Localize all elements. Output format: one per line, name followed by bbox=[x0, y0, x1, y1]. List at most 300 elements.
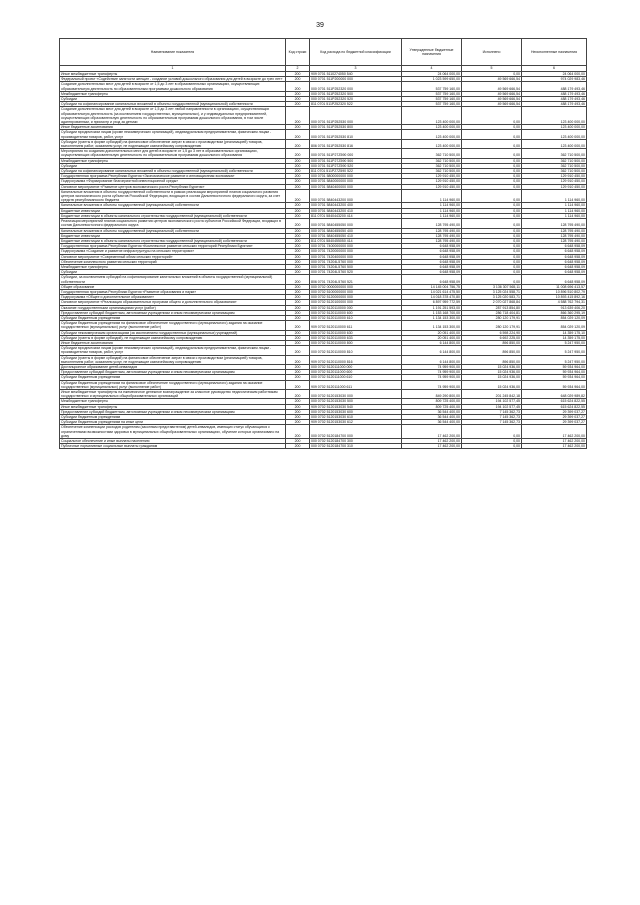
row-unexecuted-amount: 17 462 200,00 bbox=[522, 439, 587, 444]
row-approved-amount: 6 144 800,00 bbox=[402, 340, 462, 345]
table-row bbox=[60, 390, 587, 399]
row-unexecuted-amount: 1 114 960,00 bbox=[522, 189, 587, 203]
row-unexecuted-amount: 362 710 500,00 bbox=[522, 158, 587, 163]
row-approved-amount: 537 759 160,00 bbox=[402, 91, 462, 96]
row-unexecuted-amount: 29 399 037,27 bbox=[522, 420, 587, 425]
row-indicator-name: Субсидии на софинансирование капитальных вложений в объекты государственной (муниципальной) собственности bbox=[60, 102, 286, 107]
row-approved-amount: 74 959 900,00 bbox=[402, 364, 462, 369]
row-executed-amount: 15 024 936,00 bbox=[462, 364, 522, 369]
row-expense-code: 811 0701 5840455050 414 bbox=[310, 238, 402, 243]
row-executed-amount: 0,00 bbox=[462, 444, 522, 449]
row-indicator-name: Государственная программа Республики Бурятия «Экономическое развитие и инновационная экономика» bbox=[60, 174, 286, 179]
row-expense-code: 909 0702 5120110000 816 bbox=[310, 355, 402, 364]
row-indicator-name: Предоставление субсидий бюджетным, автономным учреждениям и иным некоммерческим организациям bbox=[60, 370, 286, 375]
row-expense-code: 806 0701 511P252530 816 bbox=[310, 139, 402, 148]
row-unexecuted-amount: 5 247 950,00 bbox=[522, 340, 587, 345]
row-indicator-name: Бюджетные инвестиции в объекты капитального строительства государственной (муниципальной) собственности bbox=[60, 238, 286, 243]
row-approved-amount: 6 144 800,00 bbox=[402, 346, 462, 355]
row-unexecuted-amount: 4 588 762 794,31 bbox=[522, 300, 587, 305]
row-indicator-name: Субсидии (гранты в форме субсидий), не подлежащие казначейскому сопровождению bbox=[60, 335, 286, 340]
column-number: 2 bbox=[286, 66, 310, 72]
row-approved-amount: 6 144 800,00 bbox=[402, 355, 462, 364]
row-line-code: 200 bbox=[286, 420, 310, 425]
row-indicator-name: Субсидии (гранты в форме субсидий) на финансовое обеспечение затрат в связи с производством (реализацией) товаров, выполнением работ, оказанием услуг, не подлежащие казначейскому сопровождению bbox=[60, 139, 286, 148]
row-line-code: 200 bbox=[286, 77, 310, 82]
row-executed-amount: 194 102 577,45 bbox=[462, 404, 522, 409]
row-indicator-name: Государственная программа Республики Бурятия «Развитие образования и науки» bbox=[60, 289, 286, 294]
row-indicator-name: Мероприятия по созданию дополнительных мест для детей в возрасте от 1,5 до 3 лет в образовательных организациях, осуществляющих образовательную деятельность по образовательным программам дошкольного образования bbox=[60, 149, 286, 158]
row-line-code: 200 bbox=[286, 340, 310, 345]
table-row bbox=[60, 275, 587, 284]
row-approved-amount: 362 710 500,00 bbox=[402, 158, 462, 163]
row-unexecuted-amount: 1 114 960,00 bbox=[522, 213, 587, 218]
row-indicator-name: Капитальные вложения в объекты государственной (муниципальной) собственности bbox=[60, 203, 286, 208]
row-expense-code: 806 0701 74204L5760 521 bbox=[310, 275, 402, 284]
row-unexecuted-amount: 59 934 964,00 bbox=[522, 375, 587, 380]
header-executed: Исполнено bbox=[462, 39, 522, 66]
row-expense-code: 000 0701 511P252530 000 bbox=[310, 107, 402, 125]
header-line-code: Код строки bbox=[286, 39, 310, 66]
row-unexecuted-amount: 24 064 000,00 bbox=[522, 72, 587, 77]
row-approved-amount: 6 648 958,09 bbox=[402, 259, 462, 264]
row-expense-code: 000 0702 5120110000 800 bbox=[310, 340, 402, 345]
row-line-code: 200 bbox=[286, 254, 310, 259]
row-approved-amount: 1 114 960,00 bbox=[402, 189, 462, 203]
row-unexecuted-amount: 488 179 493,46 bbox=[522, 102, 587, 107]
row-line-code: 200 bbox=[286, 208, 310, 213]
table-row bbox=[60, 355, 587, 364]
row-executed-amount: 896 850,00 bbox=[462, 340, 522, 345]
row-indicator-name: Иные бюджетные ассигнования bbox=[60, 340, 286, 345]
row-line-code: 200 bbox=[286, 179, 310, 184]
header-indicator-name: Наименование показателя bbox=[60, 39, 286, 66]
row-expense-code: 000 0702 5120153030 600 bbox=[310, 409, 402, 414]
table-row bbox=[60, 370, 587, 375]
row-unexecuted-amount: 129 910 450,00 bbox=[522, 184, 587, 189]
row-unexecuted-amount: 5 247 950,00 bbox=[522, 346, 587, 355]
row-indicator-name: Обеспечение комплексного развития сельских территорий bbox=[60, 259, 286, 264]
row-expense-code: 000 0702 5120153030 610 bbox=[310, 415, 402, 420]
row-approved-amount: 36 544 400,00 bbox=[402, 420, 462, 425]
row-line-code: 200 bbox=[286, 355, 310, 364]
row-indicator-name: Дистанционное образование детей-инвалидов bbox=[60, 364, 286, 369]
row-approved-amount: 128 795 490,00 bbox=[402, 219, 462, 228]
row-executed-amount: 0,00 bbox=[462, 139, 522, 148]
row-unexecuted-amount: 11 008 696 413,57 bbox=[522, 284, 587, 289]
row-executed-amount: 0,00 bbox=[462, 163, 522, 168]
row-line-code: 200 bbox=[286, 315, 310, 320]
row-expense-code: 000 0701 511P252320 520 bbox=[310, 97, 402, 102]
row-executed-amount: 280 120 179,91 bbox=[462, 315, 522, 320]
row-line-code: 200 bbox=[286, 399, 310, 404]
row-executed-amount: 286 718 404,81 bbox=[462, 310, 522, 315]
row-expense-code: 000 0701 7400000000 000 bbox=[310, 244, 402, 249]
row-executed-amount: 2 070 027 868,84 bbox=[462, 300, 522, 305]
row-executed-amount: 0,00 bbox=[462, 179, 522, 184]
row-expense-code: 000 0702 5120111000 000 bbox=[310, 364, 402, 369]
row-unexecuted-amount: 488 179 493,46 bbox=[522, 97, 587, 102]
row-indicator-name: Бюджетные инвестиции bbox=[60, 233, 286, 238]
row-approved-amount: 123 400 000,00 bbox=[402, 107, 462, 125]
row-indicator-name: Субсидии бюджетным учреждениям на иные цели bbox=[60, 420, 286, 425]
row-approved-amount: 129 910 450,00 bbox=[402, 179, 462, 184]
row-unexecuted-amount: 129 910 450,00 bbox=[522, 174, 587, 179]
row-unexecuted-amount: 123 400 000,00 bbox=[522, 130, 587, 139]
row-executed-amount: 49 569 666,54 bbox=[462, 77, 522, 82]
row-line-code: 200 bbox=[286, 264, 310, 269]
row-line-code: 200 bbox=[286, 364, 310, 369]
row-expense-code: 000 0702 5120111000 600 bbox=[310, 370, 402, 375]
row-indicator-name: Подпрограмма «Общее и дополнительное образование» bbox=[60, 295, 286, 300]
row-expense-code: 000 0701 511P252530 800 bbox=[310, 125, 402, 130]
row-expense-code: 000 0701 74204L5760 000 bbox=[310, 259, 402, 264]
row-approved-amount: 1 134 153 300,00 bbox=[402, 321, 462, 330]
row-line-code: 200 bbox=[286, 270, 310, 275]
row-approved-amount: 123 400 000,00 bbox=[402, 139, 462, 148]
row-executed-amount: 0,00 bbox=[462, 233, 522, 238]
row-approved-amount: 123 400 000,00 bbox=[402, 125, 462, 130]
row-line-code: 200 bbox=[286, 139, 310, 148]
row-approved-amount: 128 795 490,00 bbox=[402, 238, 462, 243]
row-unexecuted-amount: 10 893 415 892,16 bbox=[522, 295, 587, 300]
row-line-code: 200 bbox=[286, 275, 310, 284]
table-row bbox=[60, 300, 587, 305]
row-executed-amount: 0,00 bbox=[462, 203, 522, 208]
table-row bbox=[60, 310, 587, 315]
row-indicator-name: Субсидии bbox=[60, 270, 286, 275]
row-executed-amount: 0,00 bbox=[462, 130, 522, 139]
row-unexecuted-amount: 129 910 450,00 bbox=[522, 179, 587, 184]
row-line-code: 200 bbox=[286, 330, 310, 335]
row-executed-amount: 0,00 bbox=[462, 174, 522, 179]
row-approved-amount: 809 725 400,00 bbox=[402, 399, 462, 404]
row-expense-code: 811 0701 511P27Z590 522 bbox=[310, 169, 402, 174]
row-line-code: 200 bbox=[286, 425, 310, 439]
row-line-code: 200 bbox=[286, 295, 310, 300]
row-expense-code: 000 0702 5120184700 300 bbox=[310, 439, 402, 444]
row-executed-amount: 0,00 bbox=[462, 275, 522, 284]
row-expense-code: 000 0702 5120110000 630 bbox=[310, 330, 402, 335]
row-executed-amount: 0,00 bbox=[462, 189, 522, 203]
row-expense-code: 000 0701 511P27Z590 520 bbox=[310, 163, 402, 168]
row-unexecuted-amount: 362 710 500,00 bbox=[522, 169, 587, 174]
row-approved-amount: 1 023 599 650,00 bbox=[402, 77, 462, 82]
row-approved-amount: 6 648 958,09 bbox=[402, 264, 462, 269]
row-expense-code: 000 0702 5120184700 310 bbox=[310, 444, 402, 449]
row-unexecuted-amount: 6 648 958,09 bbox=[522, 259, 587, 264]
row-unexecuted-amount: 1 114 960,00 bbox=[522, 203, 587, 208]
row-unexecuted-amount: 123 400 000,00 bbox=[522, 107, 587, 125]
row-expense-code: 000 0702 5120110000 600 bbox=[310, 310, 402, 315]
row-approved-amount: 14 145 004 756,75 bbox=[402, 284, 462, 289]
table-row bbox=[60, 82, 587, 91]
row-executed-amount: 0,00 bbox=[462, 184, 522, 189]
table-row bbox=[60, 409, 587, 414]
table-row bbox=[60, 189, 587, 203]
column-number: 3 bbox=[310, 66, 402, 72]
row-line-code: 200 bbox=[286, 335, 310, 340]
row-indicator-name: Субсидии bbox=[60, 97, 286, 102]
row-unexecuted-amount: 14 359 175,10 bbox=[522, 330, 587, 335]
row-line-code: 200 bbox=[286, 238, 310, 243]
table-row bbox=[60, 444, 587, 449]
row-unexecuted-amount: 128 795 490,00 bbox=[522, 233, 587, 238]
row-unexecuted-amount: 17 462 200,00 bbox=[522, 425, 587, 439]
row-expense-code: 000 0701 511P252320 000 bbox=[310, 82, 402, 91]
row-indicator-name: Государственная программа Республики Бурятия «Комплексное развитие сельских территорий Республики Бурятия» bbox=[60, 244, 286, 249]
row-executed-amount: 896 850,00 bbox=[462, 355, 522, 364]
row-approved-amount: 1 134 153 300,00 bbox=[402, 315, 462, 320]
row-unexecuted-amount: 123 400 000,00 bbox=[522, 125, 587, 130]
row-indicator-name: Обеспечение компенсации расходов родителям (законным представителям) детей-инвалидов, имеющих статус обучающихся с ограниченными возможностями здоровья в муниципальных общеобразовательных организациях, обучение которых организовано на дому bbox=[60, 425, 286, 439]
row-indicator-name: Межбюджетные трансферты bbox=[60, 399, 286, 404]
row-expense-code: 000 0702 5120000000 000 bbox=[310, 295, 402, 300]
row-approved-amount: 1 114 960,00 bbox=[402, 203, 462, 208]
row-indicator-name: Предоставление субсидий бюджетным, автономным учреждениям и иным некоммерческим организациям bbox=[60, 310, 286, 315]
row-line-code: 200 bbox=[286, 219, 310, 228]
row-approved-amount: 362 710 500,00 bbox=[402, 163, 462, 168]
row-indicator-name: Федеральный проект «Содействие занятости женщин - создание условий дошкольного образования для детей в возрасте до трех лет» bbox=[60, 77, 286, 82]
row-line-code: 200 bbox=[286, 321, 310, 330]
column-number: 4 bbox=[402, 66, 462, 72]
header-expense-code: Код расхода по бюджетной классификации bbox=[310, 39, 402, 66]
row-indicator-name: Капитальные вложения в объекты государственной собственности в рамках реализации мероприятий планов социального развития центров экономического роста субъектов Российской Федерации, входящих в состав Дальневосточного федерального округа, за счет средств республиканского бюджета bbox=[60, 189, 286, 203]
row-approved-amount: 20 051 400,00 bbox=[402, 335, 462, 340]
row-line-code: 200 bbox=[286, 169, 310, 174]
row-unexecuted-amount: 854 029 120,09 bbox=[522, 315, 587, 320]
row-approved-amount: 123 400 000,00 bbox=[402, 130, 462, 139]
row-indicator-name: Капитальные вложения в объекты государственной (муниципальной) собственности bbox=[60, 228, 286, 233]
row-executed-amount: 15 024 936,00 bbox=[462, 370, 522, 375]
row-indicator-name: Субсидии юридическим лицам (кроме некоммерческих организаций), индивидуальным предпринимателям, физическим лицам - производителям товаров, работ, услуг bbox=[60, 130, 286, 139]
row-executed-amount: 7 145 362,73 bbox=[462, 415, 522, 420]
table-row bbox=[60, 219, 587, 228]
row-expense-code: 000 0701 7420000000 000 bbox=[310, 249, 402, 254]
row-indicator-name: Субсидии на софинансирование капитальных вложений в объекты государственной (муниципальной) собственности bbox=[60, 169, 286, 174]
row-approved-amount: 20 051 400,00 bbox=[402, 330, 462, 335]
row-unexecuted-amount: 362 710 500,00 bbox=[522, 163, 587, 168]
row-line-code: 200 bbox=[286, 284, 310, 289]
row-unexecuted-amount: 59 934 964,00 bbox=[522, 380, 587, 389]
row-executed-amount: 0,00 bbox=[462, 149, 522, 158]
row-unexecuted-amount: 6 648 958,09 bbox=[522, 270, 587, 275]
row-indicator-name: Межбюджетные трансферты bbox=[60, 158, 286, 163]
row-line-code: 200 bbox=[286, 233, 310, 238]
row-expense-code: 000 0701 5840455050 000 bbox=[310, 219, 402, 228]
row-line-code: 200 bbox=[286, 158, 310, 163]
row-executed-amount: 6 598 224,90 bbox=[462, 330, 522, 335]
row-approved-amount: 129 910 450,00 bbox=[402, 184, 462, 189]
row-line-code: 200 bbox=[286, 409, 310, 414]
row-unexecuted-amount: 615 624 822,55 bbox=[522, 399, 587, 404]
row-line-code: 200 bbox=[286, 439, 310, 444]
row-expense-code: 811 0701 511P252320 522 bbox=[310, 102, 402, 107]
row-unexecuted-amount: 6 648 958,09 bbox=[522, 254, 587, 259]
row-expense-code: 000 0702 5120184700 000 bbox=[310, 425, 402, 439]
row-indicator-name: Иные межбюджетные трансферты bbox=[60, 404, 286, 409]
row-approved-amount: 1 114 960,00 bbox=[402, 213, 462, 218]
row-approved-amount: 17 462 200,00 bbox=[402, 425, 462, 439]
row-approved-amount: 1 114 960,00 bbox=[402, 208, 462, 213]
row-executed-amount: 15 024 936,00 bbox=[462, 375, 522, 380]
row-expense-code: 000 0701 511P200000 000 bbox=[310, 77, 402, 82]
row-approved-amount: 128 795 490,00 bbox=[402, 233, 462, 238]
row-expense-code: 000 0702 5120110000 610 bbox=[310, 315, 402, 320]
row-indicator-name: Создание дополнительных мест для детей в возрасте от 1,5 до 3 лет в образовательных организациях, осуществляющих образовательную деятельность по образовательным программам дошкольного образования bbox=[60, 82, 286, 91]
table-row bbox=[60, 305, 587, 310]
row-executed-amount: 6 692 225,00 bbox=[462, 335, 522, 340]
row-expense-code: 000 0702 0000000000 000 bbox=[310, 284, 402, 289]
row-line-code: 200 bbox=[286, 72, 310, 77]
row-line-code: 200 bbox=[286, 244, 310, 249]
row-unexecuted-amount: 29 399 037,27 bbox=[522, 409, 587, 414]
row-expense-code: 000 0701 5840443200 000 bbox=[310, 189, 402, 203]
row-approved-amount: 128 795 490,00 bbox=[402, 228, 462, 233]
row-line-code: 200 bbox=[286, 370, 310, 375]
row-line-code: 200 bbox=[286, 107, 310, 125]
row-indicator-name: Субсидии бюджетным учреждениям на финансовое обеспечение государственного (муниципального) задания на оказание государственных (муниципальных) услуг (выполнение работ) bbox=[60, 321, 286, 330]
row-unexecuted-amount: 128 795 490,00 bbox=[522, 228, 587, 233]
row-executed-amount: 0,00 bbox=[462, 107, 522, 125]
row-expense-code: 000 0702 5120110000 810 bbox=[310, 346, 402, 355]
row-executed-amount: 49 569 666,54 bbox=[462, 102, 522, 107]
row-expense-code: 909 0702 5120110000 611 bbox=[310, 321, 402, 330]
row-executed-amount: 0,00 bbox=[462, 158, 522, 163]
row-indicator-name: Публичные нормативные социальные выплаты гражданам bbox=[60, 444, 286, 449]
row-approved-amount: 1 191 251 593,00 bbox=[402, 305, 462, 310]
table-row bbox=[60, 346, 587, 355]
row-indicator-name: Оказание государственными организациями услуг (работ) bbox=[60, 305, 286, 310]
row-unexecuted-amount: 488 179 493,46 bbox=[522, 82, 587, 91]
row-executed-amount: 280 120 179,91 bbox=[462, 321, 522, 330]
row-approved-amount: 6 648 958,09 bbox=[402, 254, 462, 259]
row-expense-code: 000 0702 5120111000 610 bbox=[310, 375, 402, 380]
row-line-code: 200 bbox=[286, 82, 310, 91]
row-line-code: 200 bbox=[286, 130, 310, 139]
table-row bbox=[60, 330, 587, 335]
row-executed-amount: 0,00 bbox=[462, 219, 522, 228]
row-line-code: 200 bbox=[286, 213, 310, 218]
row-approved-amount: 537 759 160,00 bbox=[402, 102, 462, 107]
row-approved-amount: 362 710 500,00 bbox=[402, 169, 462, 174]
table-row bbox=[60, 321, 587, 330]
row-line-code: 200 bbox=[286, 228, 310, 233]
row-line-code: 200 bbox=[286, 149, 310, 158]
row-unexecuted-amount: 6 648 958,09 bbox=[522, 264, 587, 269]
row-expense-code: 000 0701 5800000000 000 bbox=[310, 174, 402, 179]
row-unexecuted-amount: 913 639 406,20 bbox=[522, 305, 587, 310]
row-line-code: 200 bbox=[286, 380, 310, 389]
row-indicator-name: Иные межбюджетные трансферты на ежемесячное денежное вознаграждение за классное руководство педагогическим работникам государственных и муниципальных общеобразовательных организаций bbox=[60, 390, 286, 399]
row-indicator-name: Иные межбюджетные трансферты bbox=[60, 72, 286, 77]
row-line-code: 200 bbox=[286, 404, 310, 409]
row-expense-code: 000 0702 5120153030 000 bbox=[310, 390, 402, 399]
table-row bbox=[60, 77, 587, 82]
row-unexecuted-amount: 128 795 490,00 bbox=[522, 219, 587, 228]
row-expense-code: 000 0701 74204L5760 520 bbox=[310, 270, 402, 275]
row-executed-amount: 0,00 bbox=[462, 213, 522, 218]
row-line-code: 200 bbox=[286, 390, 310, 399]
row-expense-code: 000 0701 511P27Z590 500 bbox=[310, 158, 402, 163]
row-indicator-name: Подпрограмма «Создание и развитие инфраструктуры на сельских территориях» bbox=[60, 249, 286, 254]
row-line-code: 200 bbox=[286, 346, 310, 355]
row-line-code: 200 bbox=[286, 249, 310, 254]
row-approved-amount: 36 544 400,00 bbox=[402, 409, 462, 414]
row-expense-code: 909 0702 5120111000 611 bbox=[310, 380, 402, 389]
row-line-code: 200 bbox=[286, 259, 310, 264]
row-approved-amount: 362 710 500,00 bbox=[402, 149, 462, 158]
row-line-code: 200 bbox=[286, 289, 310, 294]
row-executed-amount: 49 569 666,54 bbox=[462, 82, 522, 91]
row-executed-amount: 0,00 bbox=[462, 439, 522, 444]
row-unexecuted-amount: 10 896 510 802,79 bbox=[522, 289, 587, 294]
row-indicator-name: Реализация мероприятий планов социального развития центров экономического роста субъектов Российской Федерации, входящих в состав Дальневосточного федерального округа bbox=[60, 219, 286, 228]
row-indicator-name: Общее образование bbox=[60, 284, 286, 289]
table-row bbox=[60, 289, 587, 294]
row-expense-code: 000 0702 5120153030 500 bbox=[310, 399, 402, 404]
row-indicator-name: Субсидии, за исключением субсидий на софинансирование капитальных вложений в объекты государственной (муниципальной) собственности bbox=[60, 275, 286, 284]
row-approved-amount: 14 018 378 470,80 bbox=[402, 295, 462, 300]
row-unexecuted-amount: 128 795 490,00 bbox=[522, 238, 587, 243]
row-line-code: 200 bbox=[286, 125, 310, 130]
table-row bbox=[60, 335, 587, 340]
row-executed-amount: 0,00 bbox=[462, 259, 522, 264]
row-approved-amount: 24 064 000,00 bbox=[402, 72, 462, 77]
row-indicator-name: Субсидии бюджетным учреждениям bbox=[60, 315, 286, 320]
table-row bbox=[60, 130, 587, 139]
row-line-code: 200 bbox=[286, 174, 310, 179]
row-line-code: 200 bbox=[286, 184, 310, 189]
table-row bbox=[60, 107, 587, 125]
row-unexecuted-amount: 362 710 500,00 bbox=[522, 149, 587, 158]
row-expense-code: 000 0701 511P27Z590 000 bbox=[310, 149, 402, 158]
header-row bbox=[60, 39, 587, 66]
row-expense-code: 000 0701 511P252320 500 bbox=[310, 91, 402, 96]
row-line-code: 200 bbox=[286, 305, 310, 310]
row-approved-amount: 6 648 958,09 bbox=[402, 270, 462, 275]
row-expense-code: 000 0701 5840400000 000 bbox=[310, 184, 402, 189]
row-expense-code: 000 0701 5840000000 000 bbox=[310, 179, 402, 184]
row-executed-amount: 49 569 666,54 bbox=[462, 97, 522, 102]
row-executed-amount: 0,00 bbox=[462, 425, 522, 439]
row-approved-amount: 6 648 958,09 bbox=[402, 249, 462, 254]
row-indicator-name: Субсидии бюджетным учреждениям на финансовое обеспечение государственного (муниципального) задания на оказание государственных (муниципальных) услуг (выполнение работ) bbox=[60, 380, 286, 389]
row-unexecuted-amount: 854 029 120,09 bbox=[522, 321, 587, 330]
row-executed-amount: 0,00 bbox=[462, 244, 522, 249]
row-executed-amount: 0,00 bbox=[462, 270, 522, 275]
row-indicator-name: Создание дополнительных мест для детей в возрасте от 1,5 до 3 лет любой направленности в организациях, осуществляющих образовательную деятельность (за исключением государственных, муниципальных), и у индивидуальных предпринимателей, осуществляющих образовательную деятельность по образовательным программам дошкольного образования, в том числе адаптированным, и присмотр и уход за детьми bbox=[60, 107, 286, 125]
row-unexecuted-amount: 6 648 958,09 bbox=[522, 249, 587, 254]
row-unexecuted-amount: 648 029 989,82 bbox=[522, 390, 587, 399]
row-approved-amount: 36 544 400,00 bbox=[402, 415, 462, 420]
row-expense-code: 909 0702 5120153030 612 bbox=[310, 420, 402, 425]
row-line-code: 200 bbox=[286, 444, 310, 449]
row-expense-code: 909 0702 5120153030 540 bbox=[310, 404, 402, 409]
column-number: 5 bbox=[462, 66, 522, 72]
row-executed-amount: 0,00 bbox=[462, 249, 522, 254]
row-approved-amount: 1 153 168 700,00 bbox=[402, 310, 462, 315]
row-unexecuted-amount: 488 179 493,46 bbox=[522, 91, 587, 96]
row-executed-amount: 15 024 936,00 bbox=[462, 380, 522, 389]
row-expense-code: 000 0701 7420400000 000 bbox=[310, 254, 402, 259]
row-approved-amount: 809 725 400,00 bbox=[402, 404, 462, 409]
row-unexecuted-amount: 866 360 295,19 bbox=[522, 310, 587, 315]
row-executed-amount: 0,00 bbox=[462, 125, 522, 130]
row-approved-amount: 14 021 614 475,50 bbox=[402, 289, 462, 294]
row-approved-amount: 6 648 958,09 bbox=[402, 275, 462, 284]
row-indicator-name: Основное мероприятие «Реализация образовательных программ общего и дополнительного образования» bbox=[60, 300, 286, 305]
row-indicator-name: Субсидии (гранты в форме субсидий) на финансовое обеспечение затрат в связи с производством (реализацией) товаров, выполнением работ, оказанием услуг, не подлежащие казначейскому сопровождению bbox=[60, 355, 286, 364]
